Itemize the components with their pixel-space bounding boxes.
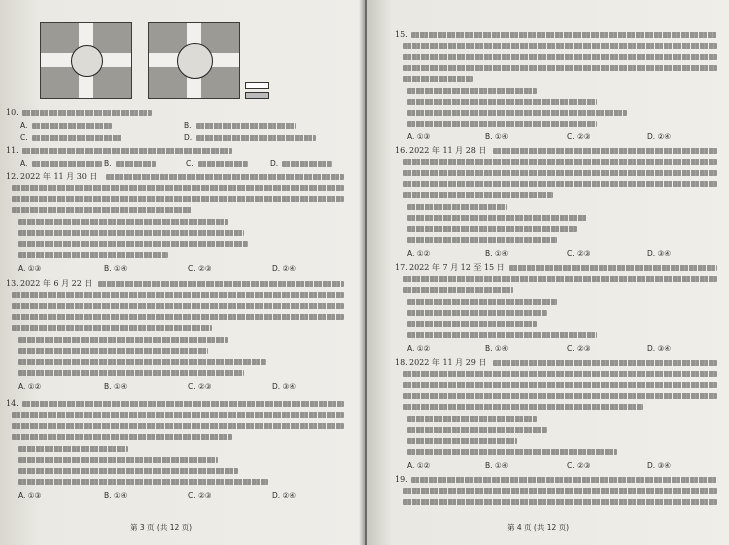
question-number: 17. bbox=[395, 263, 408, 272]
option: C. ②③ bbox=[188, 264, 212, 273]
text-line bbox=[407, 321, 537, 327]
text-line bbox=[407, 438, 517, 444]
text-line bbox=[407, 226, 577, 232]
text-line bbox=[198, 161, 248, 167]
option: C. ②③ bbox=[188, 382, 212, 391]
text-line bbox=[403, 43, 717, 49]
text-line bbox=[407, 310, 547, 316]
map-figure bbox=[40, 22, 340, 102]
text-line bbox=[407, 416, 537, 422]
text-line bbox=[493, 148, 717, 154]
question-stem: 2022 年 11 月 29 日 bbox=[409, 358, 487, 367]
legend-symbol-1 bbox=[245, 82, 269, 89]
question-number: 18. bbox=[395, 358, 408, 367]
text-line bbox=[18, 252, 168, 258]
option: A. ①③ bbox=[407, 132, 431, 141]
option: B. ①④ bbox=[104, 491, 128, 500]
text-line bbox=[196, 135, 316, 141]
exam-page-right bbox=[367, 0, 729, 545]
option: B. bbox=[184, 121, 192, 130]
page-footer: 第 4 页 (共 12 页) bbox=[507, 523, 570, 532]
option: D. ②④ bbox=[272, 491, 296, 500]
text-line bbox=[12, 434, 232, 440]
text-line bbox=[12, 314, 344, 320]
text-line bbox=[407, 88, 537, 94]
option: C. ②③ bbox=[567, 249, 591, 258]
option: B. ①④ bbox=[485, 461, 509, 470]
option: A. bbox=[20, 121, 28, 130]
option: A. ①② bbox=[18, 382, 42, 391]
text-line bbox=[18, 446, 128, 452]
question-stem: 2022 年 7 月 12 至 15 日 bbox=[409, 263, 505, 272]
text-line bbox=[98, 281, 344, 287]
option: B. ①④ bbox=[485, 132, 509, 141]
text-line bbox=[18, 457, 218, 463]
text-line bbox=[403, 393, 717, 399]
map-panel-left bbox=[40, 22, 132, 99]
text-line bbox=[18, 348, 208, 354]
text-line bbox=[403, 170, 717, 176]
text-line bbox=[403, 76, 473, 82]
text-line bbox=[12, 423, 344, 429]
option: A. ①③ bbox=[18, 264, 42, 273]
text-line bbox=[282, 161, 332, 167]
text-line bbox=[407, 110, 627, 116]
question-number: 10. bbox=[6, 108, 19, 117]
question-number: 14. bbox=[6, 399, 19, 408]
question-number: 16. bbox=[395, 146, 408, 155]
option: A. ①② bbox=[407, 461, 431, 470]
question-number: 12. bbox=[6, 172, 19, 181]
option: C. bbox=[186, 159, 194, 168]
option: B. ①④ bbox=[485, 344, 509, 353]
text-line bbox=[403, 65, 717, 71]
option: A. ①② bbox=[407, 249, 431, 258]
text-line bbox=[411, 477, 717, 483]
option: B. ①④ bbox=[485, 249, 509, 258]
text-line bbox=[407, 121, 597, 127]
text-line bbox=[407, 237, 557, 243]
map-panel-right bbox=[148, 22, 240, 99]
option: C. ②③ bbox=[567, 344, 591, 353]
text-line bbox=[403, 276, 717, 282]
text-line bbox=[18, 370, 244, 376]
option: D. ③④ bbox=[272, 382, 296, 391]
text-line bbox=[12, 207, 192, 213]
text-line bbox=[116, 161, 156, 167]
question-number: 15. bbox=[395, 30, 408, 39]
text-line bbox=[403, 371, 717, 377]
text-line bbox=[32, 161, 102, 167]
text-line bbox=[12, 196, 344, 202]
text-line bbox=[407, 215, 587, 221]
question-stem: 2022 年 6 月 22 日 bbox=[20, 279, 93, 288]
text-line bbox=[407, 449, 617, 455]
text-line bbox=[18, 219, 228, 225]
text-line bbox=[403, 488, 717, 494]
text-line bbox=[18, 241, 248, 247]
question-number: 11. bbox=[6, 146, 19, 155]
option: D. ②④ bbox=[272, 264, 296, 273]
question-stem: 2022 年 11 月 28 日 bbox=[409, 146, 487, 155]
text-line bbox=[196, 123, 296, 129]
text-line bbox=[106, 174, 344, 180]
text-line bbox=[493, 360, 717, 366]
option: A. ①② bbox=[407, 344, 431, 353]
option: D. bbox=[184, 133, 193, 142]
text-line bbox=[12, 303, 344, 309]
option: A. bbox=[20, 159, 28, 168]
option: A. ①③ bbox=[18, 491, 42, 500]
text-line bbox=[18, 230, 244, 236]
option: C. ②③ bbox=[567, 461, 591, 470]
text-line bbox=[22, 110, 152, 116]
text-line bbox=[32, 135, 122, 141]
option: B. bbox=[104, 159, 112, 168]
text-line bbox=[18, 359, 266, 365]
text-line bbox=[12, 292, 344, 298]
text-line bbox=[407, 427, 547, 433]
text-line bbox=[12, 412, 344, 418]
text-line bbox=[411, 32, 717, 38]
text-line bbox=[403, 287, 513, 293]
text-line bbox=[18, 337, 228, 343]
text-line bbox=[18, 479, 268, 485]
text-line bbox=[12, 325, 212, 331]
legend-symbol-2 bbox=[245, 92, 269, 99]
text-line bbox=[407, 204, 507, 210]
question-number: 19. bbox=[395, 475, 408, 484]
page-footer: 第 3 页 (共 12 页) bbox=[130, 523, 193, 532]
text-line bbox=[407, 332, 597, 338]
text-line bbox=[403, 192, 553, 198]
text-line bbox=[407, 299, 557, 305]
option: D. bbox=[270, 159, 279, 168]
text-line bbox=[32, 123, 112, 129]
option: C. ②③ bbox=[188, 491, 212, 500]
text-line bbox=[403, 499, 717, 505]
question-number: 13. bbox=[6, 279, 19, 288]
question-stem: 2022 年 11 月 30 日 bbox=[20, 172, 98, 181]
text-line bbox=[407, 99, 597, 105]
text-line bbox=[403, 404, 643, 410]
text-line bbox=[403, 54, 717, 60]
option: D. ③④ bbox=[647, 344, 671, 353]
option: C. ②③ bbox=[567, 132, 591, 141]
option: B. ①④ bbox=[104, 382, 128, 391]
option: D. ③④ bbox=[647, 249, 671, 258]
text-line bbox=[509, 265, 717, 271]
option: D. ③④ bbox=[647, 461, 671, 470]
text-line bbox=[403, 159, 717, 165]
text-line bbox=[18, 468, 238, 474]
option: C. bbox=[20, 133, 28, 142]
text-line bbox=[403, 382, 717, 388]
option: B. ①④ bbox=[104, 264, 128, 273]
text-line bbox=[22, 148, 232, 154]
option: D. ②④ bbox=[647, 132, 671, 141]
text-line bbox=[22, 401, 344, 407]
text-line bbox=[12, 185, 344, 191]
text-line bbox=[403, 181, 717, 187]
